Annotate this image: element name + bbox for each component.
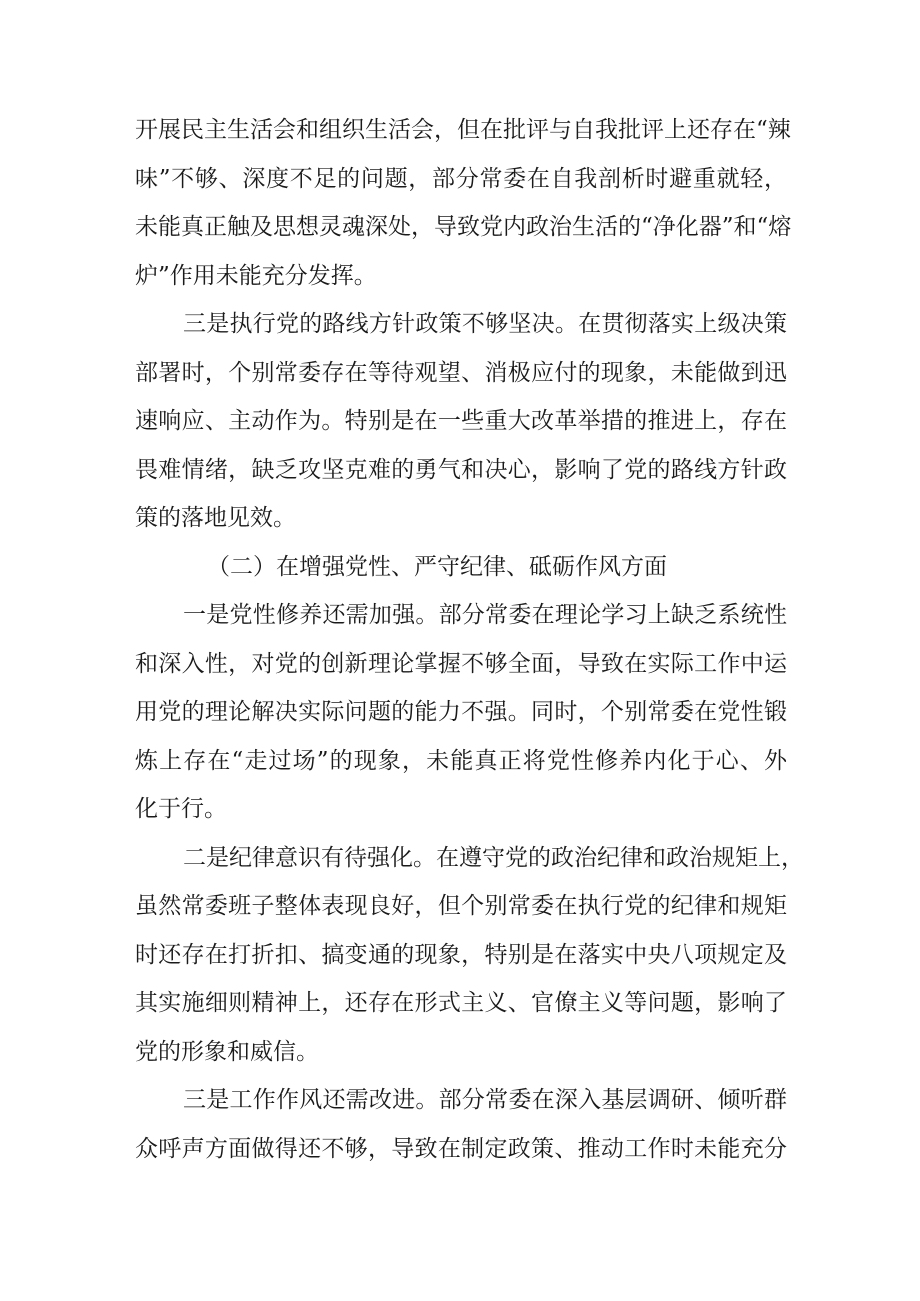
text-line: 化于行。 [135, 796, 227, 822]
text-line: 党的形象和威信。 [135, 1038, 319, 1065]
paragraph-policy-execution [135, 300, 787, 543]
text-line: 策的落地见效。 [135, 505, 296, 531]
text-line: 时还存在打折扣、搞变通的现象，特别是在落实中央八项规定及 [135, 941, 787, 968]
text-line: 速响应、主动作为。特别是在一些重大改革举措的推进上，存在 [135, 408, 787, 434]
text-line: 部署时，个别常委存在等待观望、消极应付的现象，未能做到迅 [135, 359, 787, 386]
paragraph-work-style [135, 1076, 787, 1173]
text-line: 未能真正触及思想灵魂深处，导致党内政治生活的“净化器”和“熔 [135, 214, 792, 240]
paragraph-discipline [135, 834, 804, 1077]
text-line: 一是党性修养还需加强。部分常委在理论学习上缺乏系统性 [183, 602, 787, 628]
text-line: 二是纪律意识有待强化。在遵守党的政治纪律和政治规矩上， [183, 844, 804, 871]
text-line: 众呼声方面做得还不够，导致在制定政策、推动工作时未能充分 [135, 1135, 787, 1162]
text-line: 味”不够、深度不足的问题，部分常委在自我剖析时避重就轻， [135, 165, 787, 192]
text-line: 虽然常委班子整体表现良好，但个别常委在执行党的纪律和规矩 [135, 893, 787, 919]
section-heading-text: （二）在增强党性、严守纪律、砥砺作风方面 [207, 553, 667, 580]
document-body [135, 106, 804, 1173]
text-line: 开展民主生活会和组织生活会，但在批评与自我批评上还存在“辣 [135, 117, 791, 143]
text-line: 三是执行党的路线方针政策不够坚决。在贯彻落实上级决策 [183, 311, 787, 337]
text-line: 其实施细则精神上，还存在形式主义、官僚主义等问题，影响了 [135, 990, 787, 1016]
paragraph-continuation [135, 106, 792, 300]
paragraph-party-spirit [135, 591, 787, 834]
text-line: 用党的理论解决实际问题的能力不强。同时，个别常委在党性锻 [135, 699, 787, 725]
text-line: 三是工作作风还需改进。部分常委在深入基层调研、倾听群 [183, 1087, 787, 1113]
text-line: 炉”作用未能充分发挥。 [135, 262, 377, 289]
text-line: 炼上存在“走过场”的现象，未能真正将党性修养内化于心、外 [135, 747, 787, 774]
text-line: 和深入性，对党的创新理论掌握不够全面，导致在实际工作中运 [135, 650, 787, 677]
section-heading [135, 543, 787, 592]
text-line: 畏难情绪，缺乏攻坚克难的勇气和决心，影响了党的路线方针政 [135, 456, 787, 483]
